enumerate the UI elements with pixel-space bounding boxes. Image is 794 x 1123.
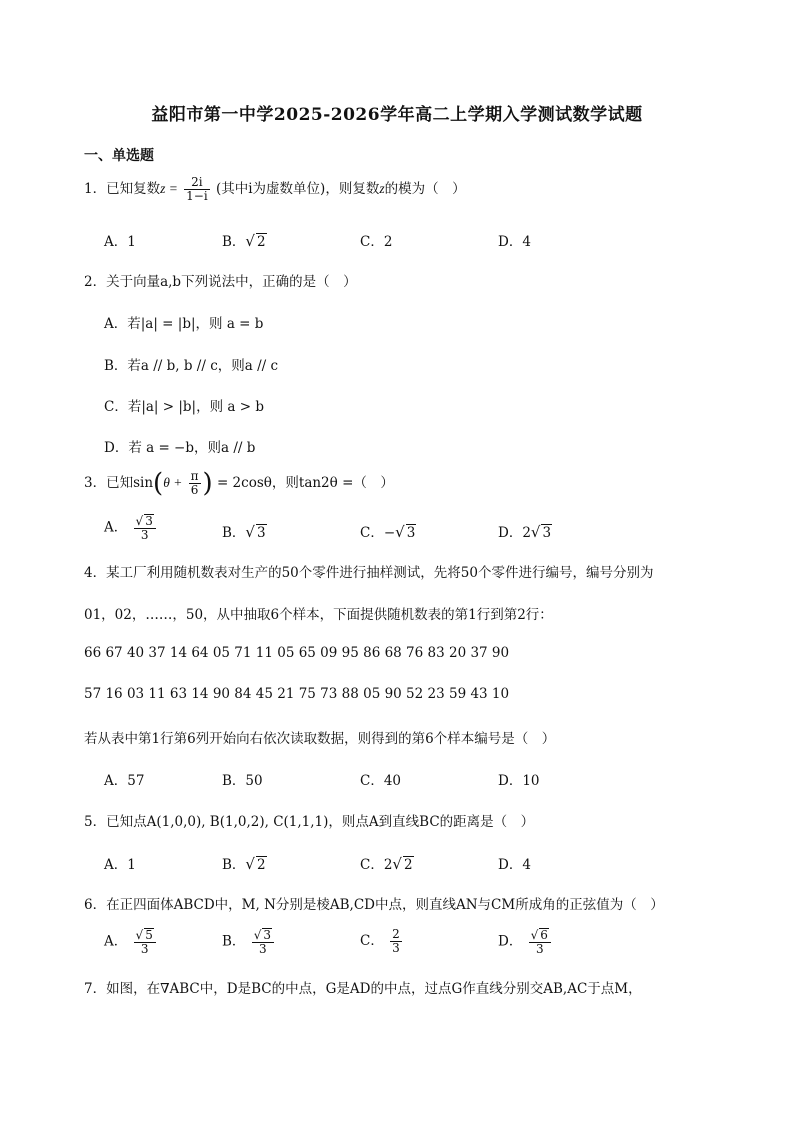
q5-option-b: B．√ 2 bbox=[222, 855, 266, 873]
q1-option-b-rad: 2 bbox=[256, 234, 266, 250]
q3-option-a-den: 3 bbox=[140, 528, 149, 542]
q3-option-c: C．−√ 3 bbox=[360, 523, 416, 541]
q1-option-c: C．2 bbox=[360, 234, 393, 250]
q6-option-a-fraction: $\frac{√ 5}{3}$ bbox=[134, 928, 156, 956]
section-heading: 一、单选题 bbox=[84, 148, 154, 164]
q2-option-b: B．若a // b, b // c，则a // c bbox=[104, 358, 279, 374]
q4-option-d: D．10 bbox=[498, 773, 540, 789]
q1-fraction bbox=[184, 176, 210, 203]
q6-option-a-num: 5 bbox=[145, 928, 153, 942]
q6-option-c-fraction bbox=[390, 928, 402, 955]
q3-pre: 3．已知sin bbox=[84, 475, 154, 491]
q1-option-a: A．1 bbox=[104, 234, 136, 250]
q3-num: π bbox=[190, 469, 199, 483]
q3-option-d-label: D．2 bbox=[498, 525, 531, 541]
q5-option-c-label: C．2 bbox=[360, 857, 393, 873]
q6-option-b bbox=[222, 928, 276, 956]
q4-option-b: B．50 bbox=[222, 773, 263, 789]
q2-option-a: A．若|a| = |b|，则 a = b bbox=[104, 316, 264, 332]
q6-option-c-den: 3 bbox=[392, 941, 400, 955]
question-7: 7．如图，在∇ABC中，D是BC的中点，G是AD的中点，过点G作直线分别交AB,AC于点M， bbox=[84, 981, 642, 997]
q1-den: 1−i bbox=[186, 189, 208, 203]
q6-option-b-num: 3 bbox=[263, 928, 272, 942]
question-4-line-1: 4．某工厂利用随机数表对生产的50个零件进行抽样测试，先将50个零件进行编号，编号分别为 bbox=[84, 565, 654, 581]
q3-option-b-rad: 3 bbox=[256, 525, 266, 541]
q6-option-b-fraction: $\frac{√ 3}{3}$ bbox=[252, 928, 274, 956]
question-4-line-5: 若从表中第1行第6列开始向右依次读取数据，则得到的第6个样本编号是（ ） bbox=[84, 731, 556, 747]
question-6: 6．在正四面体ABCD中，M, N分别是棱AB,CD中点，则直线AN与CM所成角的正弦值为（ ） bbox=[84, 897, 664, 913]
q3-option-d: D．2√ 3 bbox=[498, 523, 552, 541]
q5-option-b-label: B． bbox=[222, 857, 246, 873]
q1-post: 的模为（ ） bbox=[384, 181, 466, 197]
q1-option-b-label: B． bbox=[222, 234, 246, 250]
q5-option-c: C．2√ 2 bbox=[360, 855, 413, 873]
q3-option-b: B．√ 3 bbox=[222, 523, 266, 541]
q6-option-d-num: 6 bbox=[540, 928, 548, 942]
q3-post: = 2cosθ，则tan2θ =（ ） bbox=[216, 475, 394, 491]
q3-option-a bbox=[104, 514, 158, 542]
q3-option-a-fraction: $\frac{√ 3}{3}$ bbox=[134, 514, 156, 542]
q6-option-b-den: 3 bbox=[259, 942, 267, 956]
q3-option-d-rad: 3 bbox=[542, 525, 552, 541]
question-3: 3．已知sin(θ + $\frac{\pi}{6}$ ) = 2cosθ，则tan2θ =（ ） bbox=[84, 468, 394, 499]
question-5: 5．已知点A(1,0,0), B(1,0,2), C(1,1,1)，则点A到直线BC的距离是（ ） bbox=[84, 814, 535, 830]
q1-pre: 1．已知复数 bbox=[84, 181, 161, 197]
q3-option-a-label: A． bbox=[104, 519, 128, 536]
q1-num: 2i bbox=[184, 176, 210, 190]
q6-option-d-fraction: $\frac{√ 6}{3}$ bbox=[529, 928, 551, 956]
q1-option-b: B．√ 2 bbox=[222, 232, 266, 250]
q1-mid: (其中i为虚数单位)，则复数 bbox=[215, 181, 380, 197]
q6-option-c-label: C． bbox=[360, 933, 384, 949]
q6-option-c-num: 2 bbox=[392, 927, 400, 941]
q3-option-c-label: C．− bbox=[360, 525, 396, 541]
random-table-row-1: 66 67 40 37 14 64 05 71 11 05 65 09 95 86 68 76 83 20 37 90 bbox=[84, 645, 510, 661]
q5-option-c-rad: 2 bbox=[403, 857, 413, 873]
page-title: 益阳市第一中学2025-2026学年高二上学期入学测试数学试题 bbox=[151, 105, 643, 125]
q6-option-c bbox=[360, 928, 404, 955]
q3-option-b-label: B． bbox=[222, 525, 246, 541]
q5-option-a: A．1 bbox=[104, 857, 136, 873]
random-table-row-2: 57 16 03 11 63 14 90 84 45 21 75 73 88 05 90 52 23 59 43 10 bbox=[84, 686, 510, 702]
q6-option-a-den: 3 bbox=[140, 942, 149, 956]
q4-option-c: C．40 bbox=[360, 773, 402, 789]
question-2: 2．关于向量a,b下列说法中，正确的是（ ） bbox=[84, 274, 357, 290]
q4-option-a: A．57 bbox=[104, 773, 145, 789]
q3-fraction bbox=[189, 470, 201, 497]
q1-z-eq: z = bbox=[160, 181, 178, 196]
q6-option-d bbox=[498, 928, 553, 956]
q3-option-c-rad: 3 bbox=[406, 525, 416, 541]
question-4-line-2: 01，02，……，50，从中抽取6个样本，下面提供随机数表的第1行到第2行： bbox=[84, 607, 553, 623]
q3-theta: θ + bbox=[163, 475, 183, 490]
q6-option-a bbox=[104, 928, 158, 956]
q6-option-d-label: D． bbox=[498, 933, 523, 950]
q3-option-a-num: 3 bbox=[145, 514, 153, 528]
q1-z: z bbox=[379, 181, 385, 196]
q6-option-a-label: A． bbox=[104, 933, 128, 950]
q2-option-d: D．若 a = −b，则a // b bbox=[104, 440, 256, 456]
q5-option-d: D．4 bbox=[498, 857, 531, 873]
q6-option-d-den: 3 bbox=[535, 942, 544, 956]
q3-den: 6 bbox=[190, 483, 199, 497]
question-1 bbox=[84, 176, 466, 203]
q6-option-b-label: B． bbox=[222, 933, 246, 950]
q2-option-c: C．若|a| > |b|，则 a > b bbox=[104, 399, 264, 415]
q1-option-d: D．4 bbox=[498, 234, 531, 250]
q5-option-b-rad: 2 bbox=[256, 857, 266, 873]
